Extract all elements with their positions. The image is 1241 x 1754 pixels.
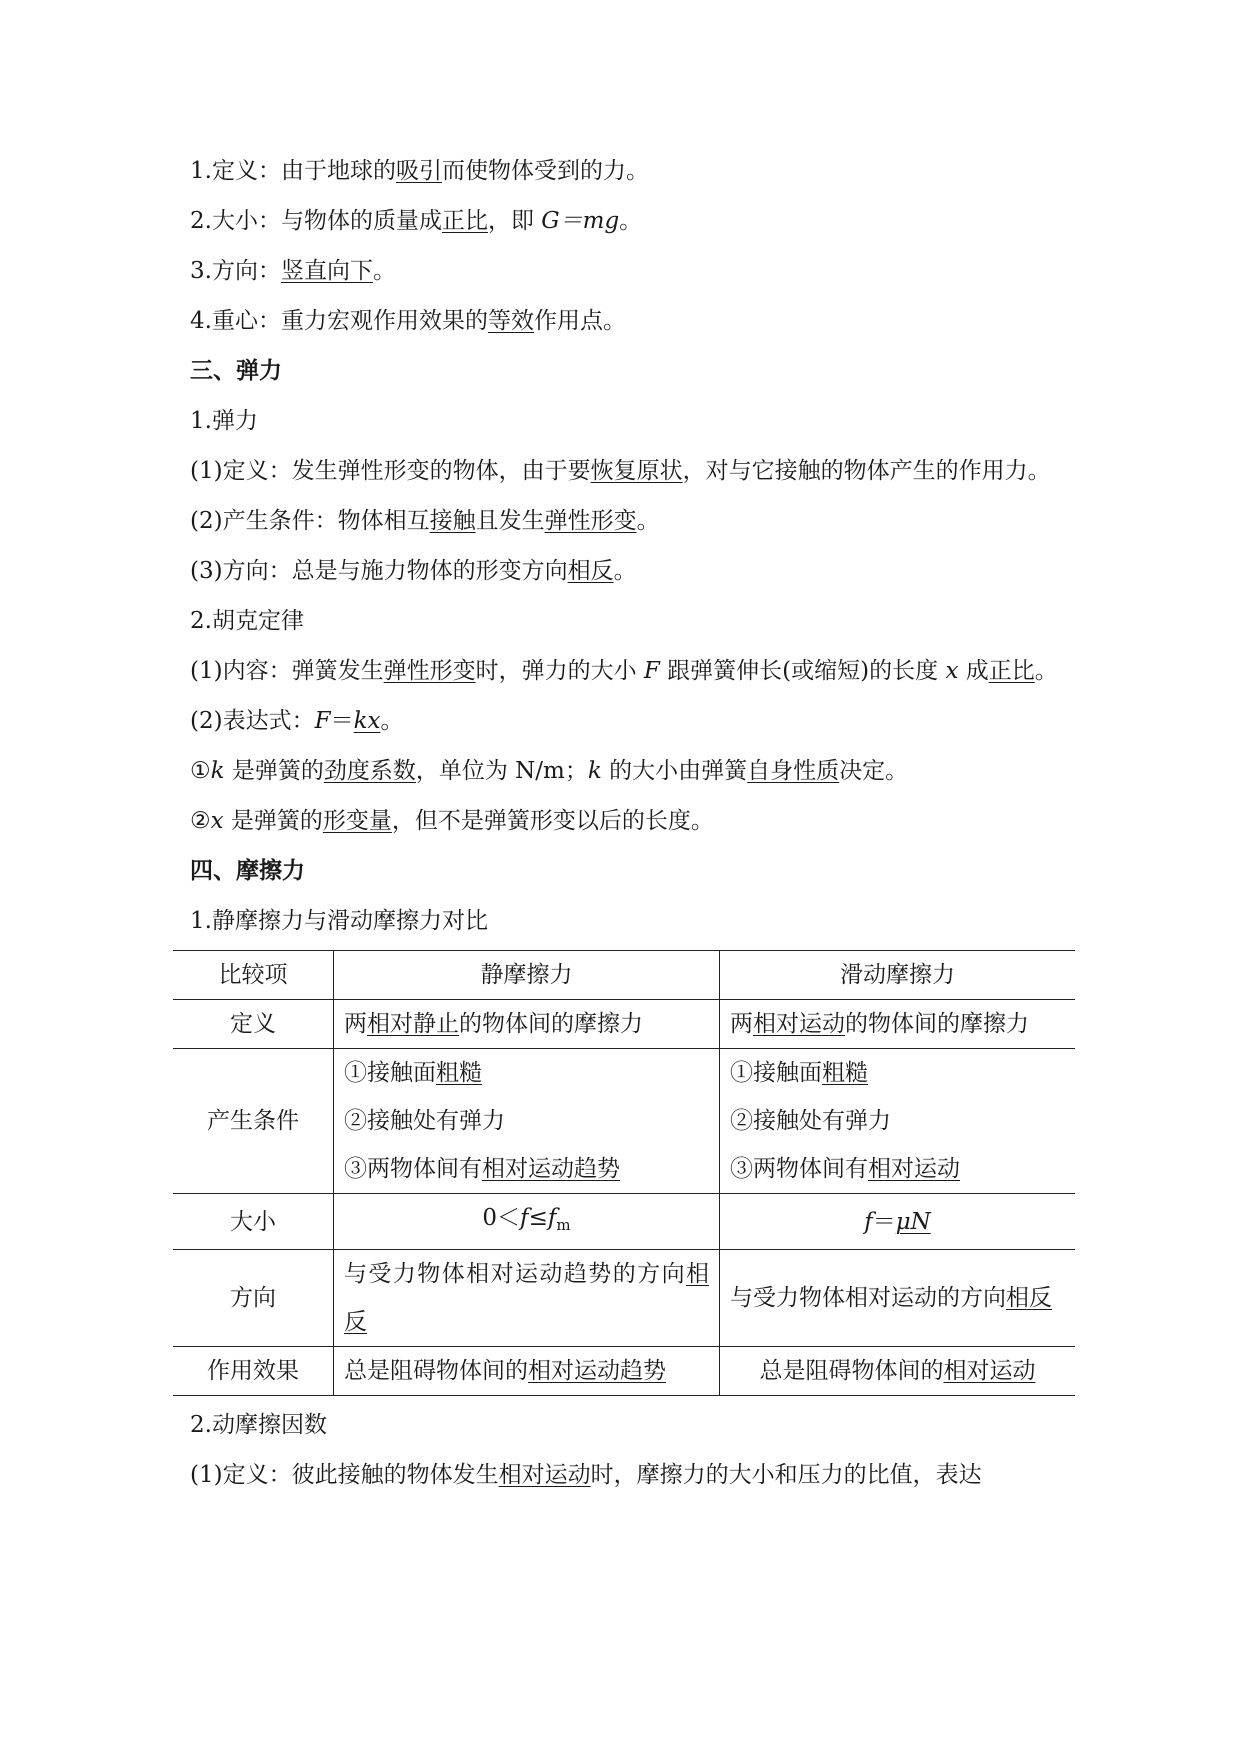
text: (2)产生条件：物体相互 (190, 508, 430, 534)
table-row-label: 产生条件 (173, 1049, 334, 1194)
text: (1)内容：弹簧发生 (190, 658, 384, 684)
text: 总是阻碍物体间的 (759, 1358, 944, 1384)
text: 的物体间的摩擦力 (459, 1011, 643, 1037)
hooke-expression (190, 696, 1060, 746)
subscript: m (556, 1216, 571, 1234)
table-row-label: 作用效果 (173, 1347, 334, 1396)
table-header-row (173, 951, 1075, 1000)
subheading-elastic: 1.弹力 (190, 408, 258, 434)
symbol: x (210, 808, 224, 834)
table-cell (334, 1194, 720, 1250)
text: ，即 (487, 208, 542, 234)
table-cell (720, 1000, 1076, 1049)
subheading-friction-compare: 1.静摩擦力与滑动摩擦力对比 (190, 908, 488, 934)
text: 且发生 (475, 508, 545, 534)
text: 的大小由弹簧 (601, 758, 748, 784)
table-cell (720, 1194, 1076, 1250)
gravity-definition (190, 146, 1060, 196)
text: 1.定义：由于地球的 (190, 158, 396, 184)
text: 。 (1034, 658, 1058, 684)
table-row (173, 1049, 1075, 1194)
cell-line (730, 1145, 1065, 1193)
text: (1)定义：彼此接触的物体发生 (190, 1462, 499, 1488)
answer-blank: 接触 (429, 508, 476, 534)
subheading-hooke: 2.胡克定律 (190, 608, 304, 634)
text: ①接触面 (730, 1060, 822, 1086)
answer-blank: 相对运动 (498, 1462, 591, 1488)
text: 4.重心：重力宏观作用效果的 (190, 308, 488, 334)
answer-blank: kx (353, 708, 381, 734)
answer-blank: 相对静止 (367, 1011, 459, 1037)
text: ，对与它接触的物体产生的作用力。 (682, 458, 1051, 484)
text: ，单位为 N/m； (415, 758, 588, 784)
answer-blank: μN (895, 1208, 931, 1235)
answer-blank: 粗糙 (436, 1060, 482, 1086)
symbol: x (945, 658, 959, 684)
table-header-cell: 滑动摩擦力 (720, 951, 1076, 1000)
text: 作用点。 (533, 308, 626, 334)
cell-line: ②接触处有弹力 (730, 1108, 891, 1134)
text: 。 (613, 558, 637, 584)
elastic-definition (190, 446, 1060, 496)
friction-comparison-table (173, 950, 1075, 1396)
cell-line (344, 1049, 709, 1097)
text: (3)方向：总是与施力物体的形变方向 (190, 558, 568, 584)
text: 与受力物体相对运动的方向 (730, 1285, 1006, 1311)
document-page (190, 146, 1060, 1500)
text: 两 (344, 1011, 367, 1037)
answer-blank: 弹性形变 (544, 508, 637, 534)
text: 跟弹簧伸长(或缩短)的长度 (659, 658, 946, 684)
table-cell (334, 1347, 720, 1396)
text: (2)表达式： (190, 708, 315, 734)
text: 。 (380, 708, 404, 734)
answer-blank: 相反 (1006, 1285, 1052, 1311)
formula: G＝mg (541, 208, 620, 234)
answer-blank: 相对运动趋势 (482, 1156, 620, 1182)
answer-blank: 粗糙 (822, 1060, 868, 1086)
elastic-condition (190, 496, 1060, 546)
text: 的物体间的摩擦力 (845, 1011, 1029, 1037)
table-row-label: 大小 (173, 1194, 334, 1250)
cell-line (730, 1049, 1065, 1097)
table-cell (334, 1000, 720, 1049)
text: ≤ (528, 1205, 548, 1231)
elastic-direction (190, 546, 1060, 596)
table-header-cell: 静摩擦力 (334, 951, 720, 1000)
table-header-cell: 比较项 (173, 951, 334, 1000)
answer-blank: 相对运动 (753, 1011, 845, 1037)
table-row (173, 1000, 1075, 1049)
text: ＝ (330, 708, 354, 734)
text: 时，摩擦力的大小和压力的比值，表达 (590, 1462, 982, 1488)
answer-blank: 相反 (567, 558, 614, 584)
symbol: f (520, 1205, 529, 1231)
table-cell (720, 1347, 1076, 1396)
section-heading-friction: 四、摩擦力 (190, 857, 305, 884)
cell-line: ②接触处有弹力 (344, 1108, 505, 1134)
answer-blank: 竖直向下 (280, 258, 373, 284)
section-heading-elastic: 三、弹力 (190, 357, 282, 384)
symbol: k (210, 758, 225, 784)
answer-blank: 相反 (344, 1261, 709, 1335)
answer-blank: 吸引 (395, 158, 442, 184)
gravity-magnitude (190, 196, 1060, 246)
text: (1)定义：发生弹性形变的物体，由于要 (190, 458, 591, 484)
subheading-friction-coefficient: 2.动摩擦因数 (190, 1412, 327, 1438)
text: 成 (958, 658, 989, 684)
table-row-label: 定义 (173, 1000, 334, 1049)
symbol: f (864, 1208, 873, 1235)
text: 。 (372, 258, 396, 284)
table-cell (334, 1049, 720, 1194)
hooke-x-note (190, 796, 1060, 846)
table-cell (720, 1049, 1076, 1194)
text: ，但不是弹簧形变以后的长度。 (391, 808, 714, 834)
answer-blank: 自身性质 (747, 758, 840, 784)
hooke-content (190, 646, 1060, 696)
text: ③两物体间有 (344, 1156, 482, 1182)
symbol: F (314, 708, 331, 734)
cell-line (344, 1145, 709, 1193)
answer-blank: 正比 (988, 658, 1035, 684)
text: 。 (619, 208, 643, 234)
text: 两 (730, 1011, 753, 1037)
symbol: k (587, 758, 602, 784)
text: ① (190, 758, 211, 784)
gravity-direction (190, 246, 1060, 296)
text: 是弹簧的 (223, 808, 323, 834)
answer-blank: 弹性形变 (383, 658, 476, 684)
text: 是弹簧的 (224, 758, 324, 784)
answer-blank: 等效 (487, 308, 534, 334)
table-row (173, 1194, 1075, 1250)
table-row (173, 1347, 1075, 1396)
gravity-center (190, 296, 1060, 346)
text: ② (190, 808, 211, 834)
table-row-label: 方向 (173, 1250, 334, 1347)
text: ③两物体间有 (730, 1156, 868, 1182)
text: 时，弹力的大小 (475, 658, 644, 684)
answer-blank: 恢复原状 (590, 458, 683, 484)
symbol: F (643, 658, 660, 684)
table-cell (720, 1250, 1076, 1347)
answer-blank: 相对运动趋势 (528, 1358, 666, 1384)
text: ①接触面 (344, 1060, 436, 1086)
text: 3.方向： (190, 258, 281, 284)
text: ＝ (872, 1208, 896, 1235)
text: 与受力物体相对运动趋势的方向 (344, 1261, 686, 1287)
table-cell (334, 1250, 720, 1347)
text: 而使物体受到的力。 (441, 158, 649, 184)
text: 2.大小：与物体的质量成 (190, 208, 442, 234)
friction-coefficient-definition (190, 1450, 1060, 1500)
answer-blank: 相对运动 (868, 1156, 960, 1182)
text: 。 (636, 508, 660, 534)
answer-blank: 形变量 (322, 808, 392, 834)
symbol: f (547, 1205, 557, 1231)
answer-blank: 相对运动 (943, 1358, 1036, 1384)
text: 总是阻碍物体间的 (344, 1358, 528, 1384)
text: 0＜ (482, 1205, 521, 1231)
answer-blank: 正比 (441, 208, 488, 234)
hooke-k-note (190, 746, 1060, 796)
answer-blank: 劲度系数 (323, 758, 416, 784)
table-row (173, 1250, 1075, 1347)
text: 决定。 (839, 758, 909, 784)
